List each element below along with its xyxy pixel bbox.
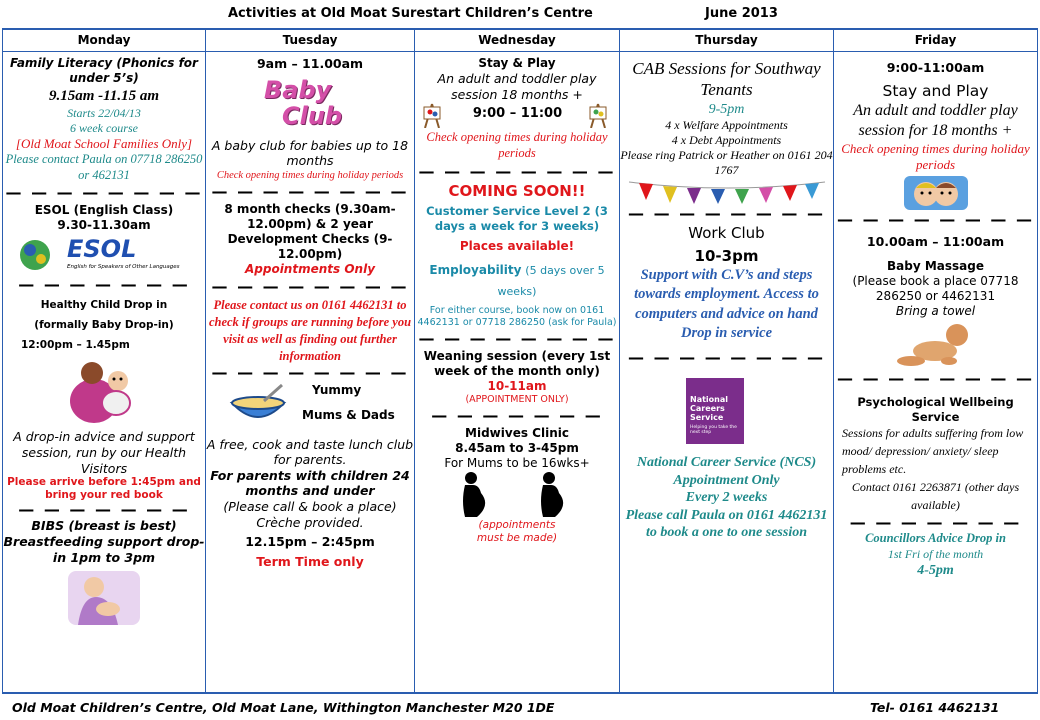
divider: — — — — — — — — [418,161,616,181]
councillors-time: 4-5pm [917,562,954,578]
wellbeing-contact: Contact 0161 2263871 (other days available) [851,479,1020,513]
easel-icon [587,102,609,128]
baby-club-logo-2: Club [282,101,343,130]
baby-massage-title: Baby Massage [887,259,984,274]
healthy-child-title: Healthy Child Drop in [40,299,168,312]
baby-massage-time: 10.00am – 11:00am [866,233,1005,249]
midwives-time: 8.45am to 3-45pm [455,441,579,455]
healthy-child-desc: A drop-in advice and support session, run by our Health Visitors [13,429,195,476]
footer-address: Old Moat Children’s Centre, Old Moat Lane, Withington Manchester M20 1DE [12,700,555,715]
checks-appointments: Appointments Only [244,262,376,276]
divider: — — — — — — — — [211,362,409,382]
page-title: Activities at Old Moat Surestart Children’s Centre [228,6,593,21]
divider: — — — — — — — — [628,204,825,223]
family-literacy-title: Family Literacy (Phonics for under 5’s) [10,56,198,85]
book-now: For either course, book now on 0161 4462131 or 07718 286250 (ask for Paula) [417,305,617,329]
weaning-time: 10-11am [487,379,547,394]
ncs-contact: Please call Paula on 0161 4462131 to book a one to one session [625,507,828,541]
customer-service: Customer Service Level 2 (3 days a week for 3 weeks) [426,204,608,233]
esol-logo [17,235,191,275]
pregnant-silhouette-icon [535,471,575,519]
lunch-for: For parents with children 24 months and under [210,467,410,499]
weaning-text: Weaning session (every 1st week of the month only) [423,349,611,379]
baby-club-logo-1: Baby [264,75,332,104]
baby-club-time: 9am – 11.00am [256,56,364,71]
timetable-grid [2,28,1038,694]
pregnant-silhouette-icon [457,471,497,519]
family-literacy-starts: Starts 22/04/13 [67,105,141,120]
cab-welfare: 4 x Welfare Appointments [665,118,788,132]
children-faces-icon [904,176,968,210]
contact-text: Please contact us on 0161 4462131 to check if groups are running before you visit as well as finding out further information [208,298,412,363]
ncs-logo-text: National Careers Service [690,395,728,422]
pregnant-silhouettes [415,471,619,519]
cab-time: 9-5pm [708,101,745,117]
baby-club-note: Check opening times during holiday periods [216,169,404,181]
divider: — — — — — — — — [211,277,409,296]
creche-text: Crèche provided. [256,514,364,530]
esol-title: ESOL (English Class) [34,203,174,218]
ncs-logo [686,378,744,444]
crawling-baby-icon [891,321,981,369]
midwives-for: For Mums to be 16wks+ [444,456,590,470]
bibs-text: BIBS (breast is best) Breastfeeding support drop-in 1pm to 3pm [3,518,205,565]
places-available: Places available! [459,239,575,253]
esol-time: 9.30-11.30am [57,218,151,233]
monday-column [2,30,206,692]
coming-soon: COMING SOON!! [448,181,586,200]
mother-baby-icon [64,357,144,425]
stay-play-time-row [415,102,619,130]
yummy-label-1: Yummy [312,382,362,397]
weaning-appt: (APPOINTMENT ONLY) [465,394,569,406]
lunch-desc: A free, cook and taste lunch club for parents. [206,436,414,468]
healthy-child-time: 12:00pm – 1.45pm [21,339,130,352]
midwives-title: Midwives Clinic [465,426,569,440]
family-literacy-contact: Please contact Paula on 07718 286250 or 462131 [5,152,203,182]
employability [415,260,619,301]
divider: — — — — — — — [849,513,1022,533]
ncs-logo-sub: Helping you take the next step [690,425,737,436]
baby-massage-towel: Bring a towel [895,304,976,319]
bunting-icon [627,180,827,204]
divider: — — — — — — — — [837,369,1034,389]
ncs-text: National Career Service (NCS) Appointment Only [636,455,817,488]
cab-title: CAB Sessions for Southway Tenants [632,59,821,100]
ncs-frequency: Every 2 weeks [685,490,768,506]
healthy-child-note: Please arrive before 1:45pm and bring your red book [7,476,201,502]
work-club-time: 10-3pm [694,246,759,265]
page-month: June 2013 [705,6,778,21]
term-time: Term Time only [256,553,364,569]
divider: — — — — — — — — [837,209,1034,229]
friday-stay-play-time: 9:00-11:00am [886,60,985,75]
esol-logo-text: ESOL [67,235,137,264]
work-club-desc: Support with C.V’s and steps towards employment. Access to computers and advice on hand [634,266,819,322]
divider: — — — — — — — [18,275,190,295]
work-club-drop: Drop in service [680,325,772,342]
esol-logo-sub: English for Speakers of Other Languages [67,264,180,271]
midwives-note: (appointments must be made) [476,519,558,544]
friday-stay-play-note: Check opening times during holiday periods [841,141,1030,173]
work-club-title: Work Club [688,224,765,242]
footer-tel: Tel- 0161 4462131 [870,700,1000,715]
friday-column [834,30,1038,692]
cab-contact: Please ring Patrick or Heather on 0161 204 1767 [620,148,833,177]
page-header [0,4,1040,24]
friday-stay-play-title: Stay and Play [882,81,989,100]
healthy-child-sub: (formally Baby Drop-in) [34,319,174,332]
day-header-thursday: Thursday [620,30,833,52]
divider: — — — — — — — [18,500,190,520]
divider: — — — — — — — — [418,329,616,349]
day-header-tuesday: Tuesday [206,30,414,52]
divider: — — — — — — — [431,406,603,425]
stay-play-note: Check opening times during holiday periods [426,130,608,160]
day-header-wednesday: Wednesday [415,30,619,52]
lunch-call: (Please call & book a place) [223,499,397,514]
stay-play-title: Stay & Play [478,56,556,70]
stay-play-desc: An adult and toddler play session 18 months + [437,71,597,102]
globe-icon [17,237,57,273]
family-literacy-course: 6 week course [70,120,138,135]
family-literacy-time: 9.15am -11.15 am [48,88,159,104]
councillors-title: Councillors Advice Drop in [865,531,1006,546]
wellbeing-desc: Sessions for adults suffering from low mood/ depression/ anxiety/ sleep problems etc. [842,425,1024,476]
breastfeeding-icon [64,567,144,629]
thursday-column [620,30,834,692]
baby-club-desc: A baby club for babies up to 18 months [211,137,409,169]
tuesday-column [206,30,415,692]
councillors-when: 1st Fri of the month [887,546,984,561]
friday-stay-play-desc: An adult and toddler play session for 18 months + [853,102,1018,139]
soup-bowl-icon [228,383,288,429]
divider: — — — — — — — — [628,348,825,368]
baby-club-logo [260,72,370,136]
lunch-time: 12.15pm – 2:45pm [245,534,375,550]
day-header-monday: Monday [3,30,205,52]
page-footer [0,697,1040,719]
yummy-label-2: Mums & Dads [302,407,395,422]
yummy-mums [206,381,414,431]
employability-sub: (5 days over 5 weeks) [497,264,605,298]
divider: — — — — — — — — [211,182,409,201]
wednesday-column [415,30,620,692]
stay-play-time: 9:00 – 11:00 [472,106,563,122]
wellbeing-title: Psychological Wellbeing Service [857,395,1014,424]
employability-title: Employability [429,263,522,277]
cab-debt: 4 x Debt Appointments [671,133,782,147]
divider: — — — — — — — — [5,183,203,203]
baby-massage-book: (Please book a place 07718 286250 or 4462131 [852,274,1019,304]
family-literacy-school: [Old Moat School Families Only] [15,135,193,151]
day-header-friday: Friday [834,30,1037,52]
checks-text: 8 month checks (9.30am-12.00pm) & 2 year Development Checks (9-12.00pm) [224,202,396,261]
